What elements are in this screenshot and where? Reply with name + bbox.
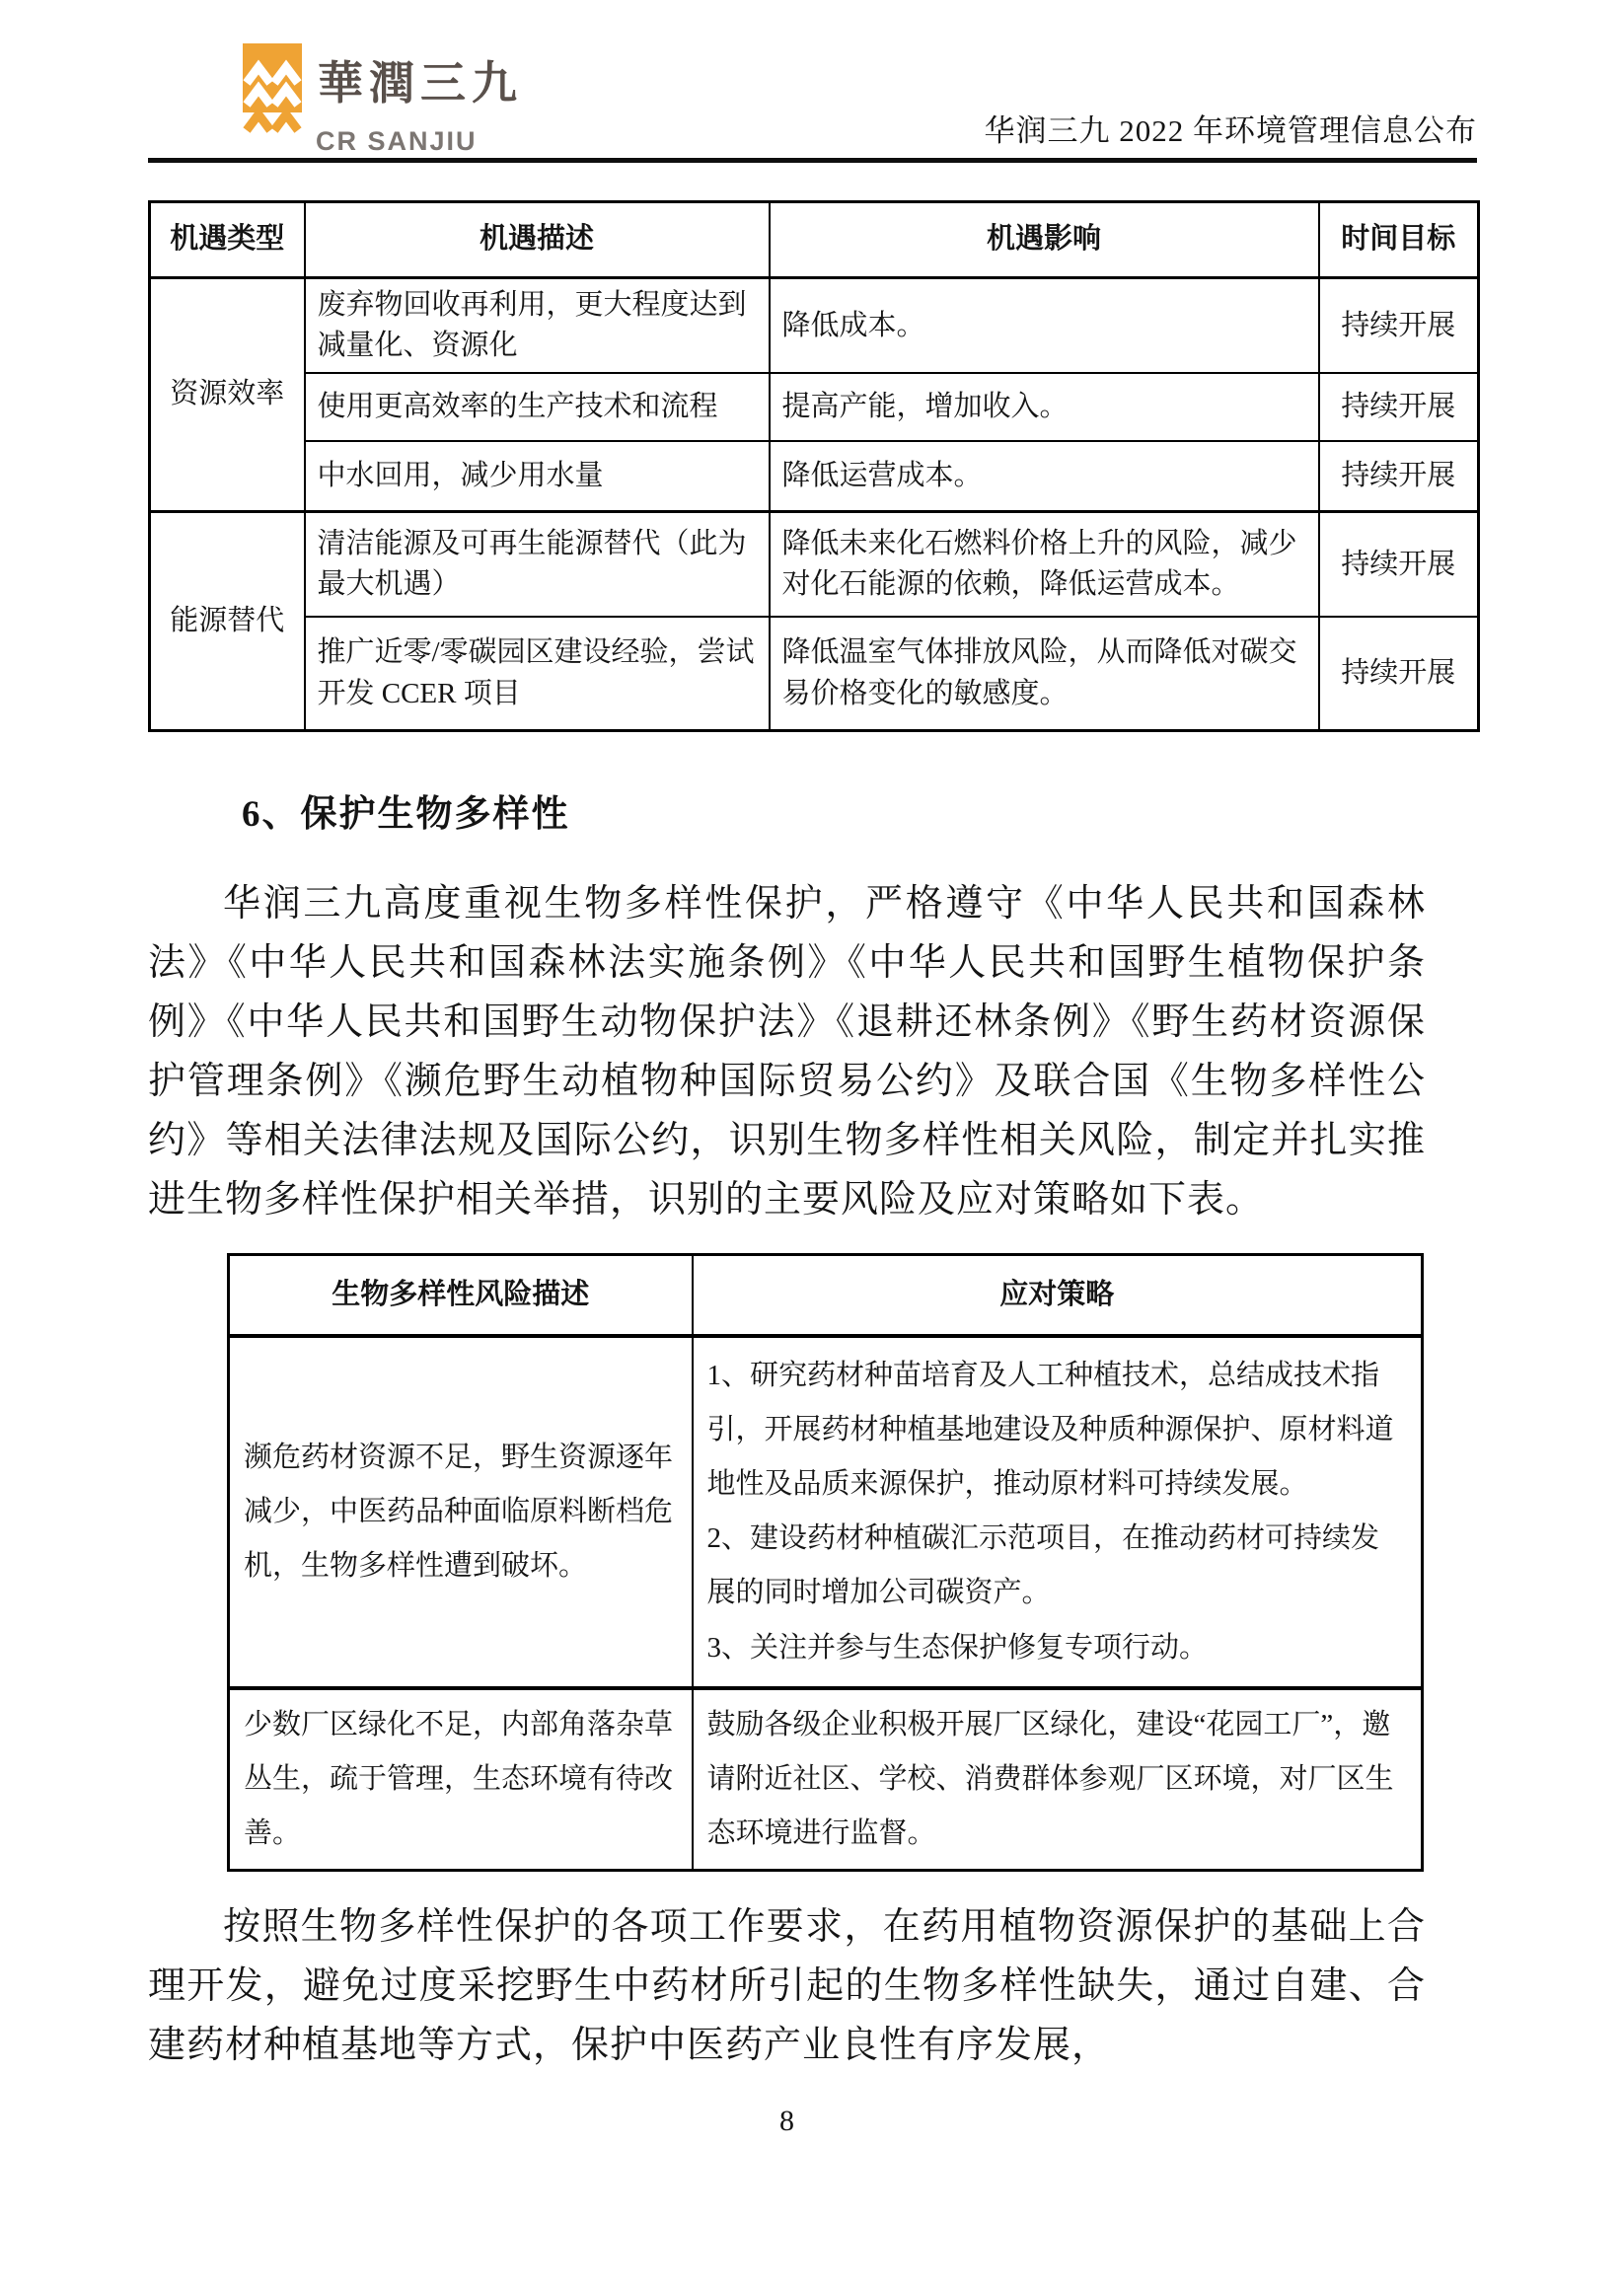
strategy-item: 2、建设药材种植碳汇示范项目，在推动药材可持续发展的同时增加公司碳资产。 [706,1522,1380,1609]
logo-chinese-name: 華潤三九 [318,58,523,109]
opportunity-table [148,200,1480,732]
table-row [150,511,1479,617]
biodiversity-table-header-row [229,1254,1423,1336]
strategy-item: 鼓励各级企业积极开展厂区绿化，建设“花园工厂”，邀请附近社区、学校、消费群体参观厂区环境，对厂区生态环境进行监督。 [706,1708,1394,1850]
table-cell: 降低温室气体排放风险，从而降低对碳交易价格变化的敏感度。 [770,617,1319,730]
column-header-opportunity-desc: 机遇描述 [305,202,770,278]
cr-sanjiu-logo [243,43,523,156]
opportunity-table-header-row [150,202,1479,278]
risk-description-cell: 少数厂区绿化不足，内部角落杂草丛生，疏于管理，生态环境有待改善。 [229,1688,693,1871]
strategy-cell [693,1688,1423,1871]
table-cell: 废弃物回收再利用，更大程度达到减量化、资源化 [305,278,770,374]
document-title: 华润三九 2022 年环境管理信息公布 [984,113,1477,148]
table-row [229,1336,1423,1688]
table-cell: 降低运营成本。 [770,441,1319,511]
strategy-cell [693,1336,1423,1688]
table-row [150,617,1479,730]
table-cell: 持续开展 [1319,441,1479,511]
page-number: 8 [779,2105,794,2138]
table-cell: 持续开展 [1319,617,1479,730]
table-cell: 使用更高效率的生产技术和流程 [305,373,770,441]
table-cell: 持续开展 [1319,511,1479,617]
table-row [150,441,1479,511]
group-label-resource-efficiency: 资源效率 [150,278,305,512]
column-header-response-strategy: 应对策略 [693,1254,1423,1336]
cr-logo-icon [243,43,304,138]
table-cell: 持续开展 [1319,278,1479,374]
table-cell: 推广近零/零碳园区建设经验，尝试开发 CCER 项目 [305,617,770,730]
logo-english-name: CR SANJIU [316,126,478,156]
table-cell: 降低成本。 [770,278,1319,374]
biodiversity-table [227,1253,1424,1872]
column-header-biodiversity-risk: 生物多样性风险描述 [229,1254,693,1336]
table-cell: 持续开展 [1319,373,1479,441]
table-row [229,1688,1423,1871]
column-header-opportunity-impact: 机遇影响 [770,202,1319,278]
table-cell: 提高产能，增加收入。 [770,373,1319,441]
body-paragraph: 华润三九高度重视生物多样性保护，严格遵守《中华人民共和国森林法》《中华人民共和国森林法实施条例》《中华人民共和国野生植物保护条例》《中华人民共和国野生动物保护法》《退耕还林条例》《野生药材资源保护管理条例》《濒危野生动植物种国际贸易公约》及联合国《生物多样性公约》等相关法律法规及国际公约，识别生物多样性相关风险，制定并扎实推进生物多样性保护相关举措，识别的主要风险及应对策略如下表。 [148,882,1426,1221]
page-header [148,41,1477,163]
table-row [150,278,1479,374]
body-paragraph: 按照生物多样性保护的各项工作要求，在药用植物资源保护的基础上合理开发，避免过度采挖野生中药材所引起的生物多样性缺失，通过自建、合建药材种植基地等方式，保护中医药产业良性有序发展， [148,1906,1426,2067]
risk-description-cell: 濒危药材资源不足，野生资源逐年减少，中医药品种面临原料断档危机，生物多样性遭到破坏。 [229,1336,693,1688]
table-cell: 清洁能源及可再生能源替代（此为最大机遇） [305,511,770,617]
table-cell: 降低未来化石燃料价格上升的风险，减少对化石能源的依赖，降低运营成本。 [770,511,1319,617]
table-cell: 中水回用，减少用水量 [305,441,770,511]
strategy-item: 3、关注并参与生态保护修复专项行动。 [706,1631,1209,1664]
table-row [150,373,1479,441]
group-label-energy-substitution: 能源替代 [150,511,305,730]
column-header-time-target: 时间目标 [1319,202,1479,278]
column-header-opportunity-type: 机遇类型 [150,202,305,278]
strategy-item: 1、研究药材种苗培育及人工种植技术，总结成技术指引，开展药材种植基地建设及种质种源保护、原材料道地性及品质来源保护，推动原材料可持续发展。 [706,1360,1394,1501]
section-heading: 6、保护生物多样性 [242,793,570,835]
